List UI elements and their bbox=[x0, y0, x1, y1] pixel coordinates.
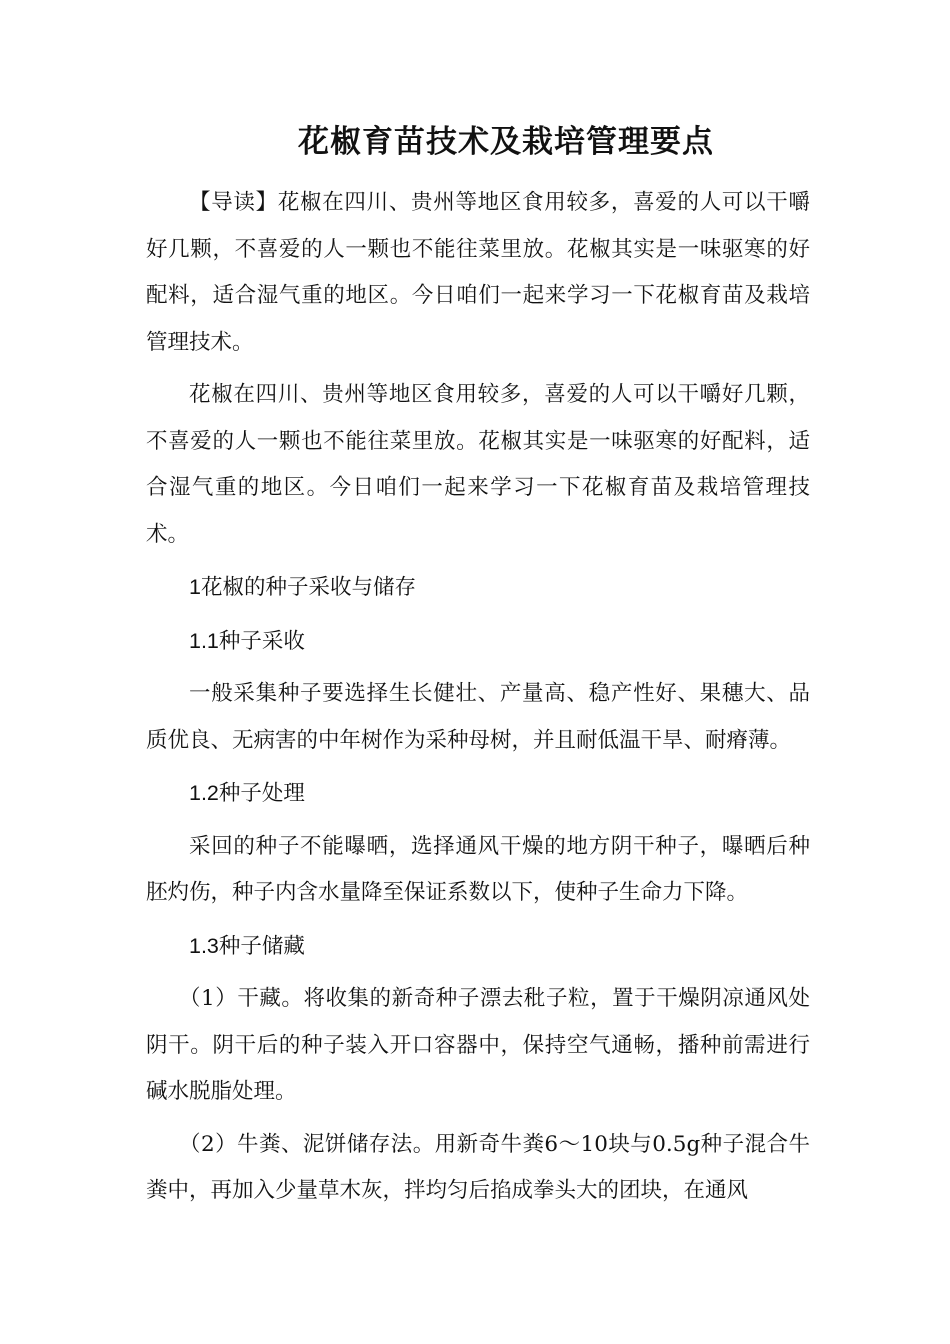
body-paragraph: 花椒在四川、贵州等地区食用较多，喜爱的人可以干嚼好几颗，不喜爱的人一颗也不能往菜里放。花椒其实是一味驱寒的好配料，适合湿气重的地区。今日咱们一起来学习一下花椒育苗及栽培管理技术。 bbox=[146, 382, 810, 547]
subsection-heading bbox=[146, 770, 810, 818]
subsection-number: 1.2 bbox=[189, 781, 219, 805]
subsection-heading-text: 种子处理 bbox=[218, 781, 305, 806]
subsection-heading-text: 种子采收 bbox=[218, 628, 305, 654]
body-paragraph: 一般采集种子要选择生长健壮、产量高、稳产性好、果穗大、品质优良、无病害的中年树作为采种母树，并且耐低温干旱、耐瘠薄。 bbox=[146, 681, 810, 753]
subsection-number: 1.3 bbox=[189, 933, 219, 958]
list-item-paragraph: （2）牛粪、泥饼储存法。用新奇牛粪6～10块与0.5g种子混合牛粪中，再加入少量草木灰，拌均匀后掐成拳头大的团块，在通风 bbox=[146, 1131, 810, 1203]
list-item-paragraph: （1）干藏。将收集的新奇种子漂去秕子粒，置于干燥阴凉通风处阴干。阴干后的种子装入开口容器中，保持空气通畅，播种前需进行碱水脱脂处理。 bbox=[146, 986, 810, 1104]
subsection-number: 1.1 bbox=[189, 628, 219, 653]
document-body bbox=[146, 180, 810, 1221]
section-number: 1 bbox=[189, 575, 201, 599]
intro-paragraph: 【导读】花椒在四川、贵州等地区食用较多，喜爱的人可以干嚼好几颗，不喜爱的人一颗也不能往菜里放。花椒其实是一味驱寒的好配料，适合湿气重的地区。今日咱们一起来学习一下花椒育苗及栽培管理技术。 bbox=[146, 190, 810, 355]
document-page bbox=[146, 0, 810, 1344]
document-title: 花椒育苗技术及栽培管理要点 bbox=[298, 124, 714, 160]
section-heading bbox=[146, 564, 810, 612]
subsection-heading bbox=[146, 618, 810, 666]
section-heading-text: 花椒的种子采收与储存 bbox=[200, 575, 416, 600]
subsection-heading-text: 种子储藏 bbox=[218, 933, 305, 959]
subsection-heading bbox=[146, 923, 810, 971]
body-paragraph: 采回的种子不能曝晒，选择通风干燥的地方阴干种子，曝晒后种胚灼伤，种子内含水量降至保证系数以下，使种子生命力下降。 bbox=[146, 833, 810, 905]
